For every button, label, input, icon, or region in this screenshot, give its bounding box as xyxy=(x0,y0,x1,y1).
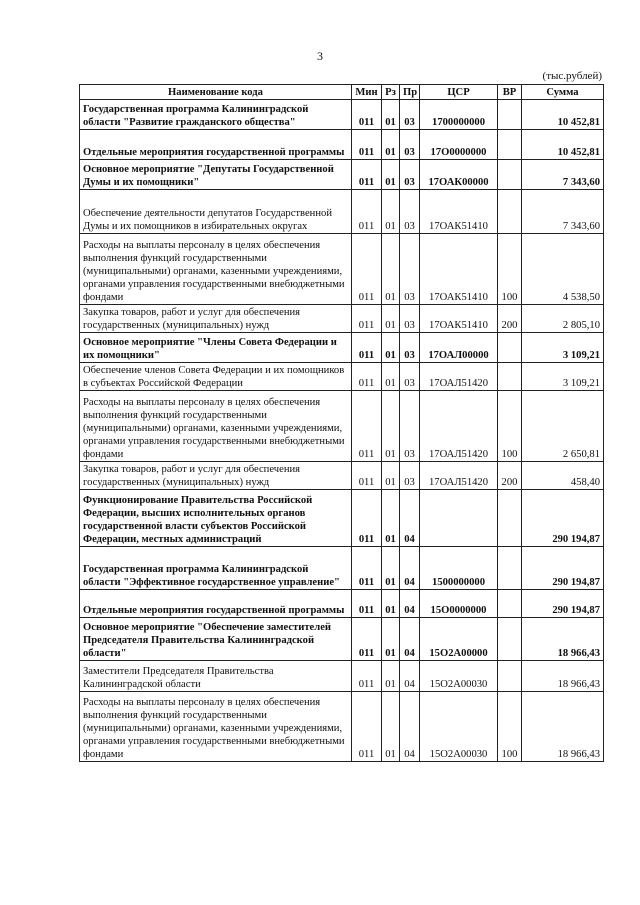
cell-vr: 100 xyxy=(498,234,522,305)
cell-rz: 01 xyxy=(382,333,400,363)
table-row xyxy=(80,363,604,391)
cell-rz: 01 xyxy=(382,618,400,661)
cell-pr: 03 xyxy=(400,100,420,130)
header-pr: Пр xyxy=(400,85,420,100)
table-row xyxy=(80,160,604,190)
cell-sum: 10 452,81 xyxy=(522,100,604,130)
cell-pr: 04 xyxy=(400,661,420,692)
cell-vr: 100 xyxy=(498,391,522,462)
cell-csr: 17ОАК51410 xyxy=(420,234,498,305)
cell-name: Государственная программа Калининградской области "Эффективное государственное управление" xyxy=(80,547,352,590)
table-row xyxy=(80,305,604,333)
cell-vr: 200 xyxy=(498,305,522,333)
cell-csr: 17ОАЛ51420 xyxy=(420,363,498,391)
cell-pr: 04 xyxy=(400,490,420,547)
table-header-row xyxy=(80,85,604,100)
cell-min: 011 xyxy=(352,130,382,160)
cell-sum: 290 194,87 xyxy=(522,490,604,547)
cell-min: 011 xyxy=(352,160,382,190)
cell-pr: 03 xyxy=(400,391,420,462)
table-row xyxy=(80,391,604,462)
cell-csr: 17О0000000 xyxy=(420,130,498,160)
cell-csr: 15О2А00000 xyxy=(420,618,498,661)
table-row xyxy=(80,130,604,160)
cell-name: Обеспечение деятельности депутатов Государственной Думы и их помощников в избирательных округах xyxy=(80,190,352,234)
cell-rz: 01 xyxy=(382,190,400,234)
cell-min: 011 xyxy=(352,333,382,363)
cell-csr: 17ОАК51410 xyxy=(420,190,498,234)
page-number: 3 xyxy=(317,49,323,63)
cell-sum: 3 109,21 xyxy=(522,363,604,391)
cell-sum: 18 966,43 xyxy=(522,692,604,762)
cell-vr: 200 xyxy=(498,462,522,490)
cell-name: Основное мероприятие "Депутаты Государственной Думы и их помощники" xyxy=(80,160,352,190)
cell-min: 011 xyxy=(352,305,382,333)
cell-name: Закупка товаров, работ и услуг для обеспечения государственных (муниципальных) нужд xyxy=(80,305,352,333)
table-row xyxy=(80,333,604,363)
header-name: Наименование кода xyxy=(80,85,352,100)
cell-vr xyxy=(498,547,522,590)
table-row xyxy=(80,547,604,590)
cell-min: 011 xyxy=(352,234,382,305)
table-body xyxy=(80,100,604,762)
cell-min: 011 xyxy=(352,462,382,490)
cell-csr: 17ОАК51410 xyxy=(420,305,498,333)
cell-rz: 01 xyxy=(382,363,400,391)
cell-pr: 04 xyxy=(400,692,420,762)
cell-name: Заместители Председателя Правительства Калининградской области xyxy=(80,661,352,692)
cell-sum: 458,40 xyxy=(522,462,604,490)
cell-vr xyxy=(498,130,522,160)
cell-vr xyxy=(498,190,522,234)
cell-name: Основное мероприятие "Обеспечение заместителей Председателя Правительства Калининградской области" xyxy=(80,618,352,661)
cell-rz: 01 xyxy=(382,234,400,305)
header-rz: Рз xyxy=(382,85,400,100)
cell-name: Расходы на выплаты персоналу в целях обеспечения выполнения функций государственными (муниципальными) органами, казенными учреждениями, органами управления государственными внебюджетными фондами xyxy=(80,692,352,762)
cell-pr: 04 xyxy=(400,547,420,590)
cell-pr: 03 xyxy=(400,363,420,391)
cell-csr: 17ОАЛ51420 xyxy=(420,462,498,490)
cell-min: 011 xyxy=(352,190,382,234)
budget-table xyxy=(79,84,604,762)
cell-name: Отдельные мероприятия государственной программы xyxy=(80,590,352,618)
cell-name: Закупка товаров, работ и услуг для обеспечения государственных (муниципальных) нужд xyxy=(80,462,352,490)
cell-pr: 04 xyxy=(400,590,420,618)
table-row xyxy=(80,590,604,618)
table-row xyxy=(80,618,604,661)
table-row xyxy=(80,190,604,234)
table-row xyxy=(80,462,604,490)
cell-vr xyxy=(498,363,522,391)
cell-rz: 01 xyxy=(382,661,400,692)
cell-pr: 03 xyxy=(400,333,420,363)
cell-name: Государственная программа Калининградской области "Развитие гражданского общества" xyxy=(80,100,352,130)
cell-min: 011 xyxy=(352,661,382,692)
cell-sum: 290 194,87 xyxy=(522,547,604,590)
cell-min: 011 xyxy=(352,547,382,590)
cell-pr: 03 xyxy=(400,160,420,190)
cell-name: Основное мероприятие "Члены Совета Федерации и их помощники" xyxy=(80,333,352,363)
header-min: Мин xyxy=(352,85,382,100)
cell-min: 011 xyxy=(352,391,382,462)
cell-sum: 3 109,21 xyxy=(522,333,604,363)
table-row xyxy=(80,100,604,130)
cell-sum: 18 966,43 xyxy=(522,661,604,692)
cell-sum: 290 194,87 xyxy=(522,590,604,618)
cell-csr: 15О2А00030 xyxy=(420,661,498,692)
cell-min: 011 xyxy=(352,692,382,762)
cell-vr xyxy=(498,100,522,130)
cell-pr: 03 xyxy=(400,190,420,234)
cell-vr xyxy=(498,160,522,190)
cell-pr: 03 xyxy=(400,462,420,490)
cell-rz: 01 xyxy=(382,100,400,130)
cell-pr: 04 xyxy=(400,618,420,661)
cell-pr: 03 xyxy=(400,130,420,160)
cell-pr: 03 xyxy=(400,305,420,333)
units-label: (тыс.рублей) xyxy=(542,70,602,82)
cell-min: 011 xyxy=(352,590,382,618)
cell-sum: 10 452,81 xyxy=(522,130,604,160)
cell-pr: 03 xyxy=(400,234,420,305)
cell-rz: 01 xyxy=(382,391,400,462)
cell-min: 011 xyxy=(352,490,382,547)
cell-name: Функционирование Правительства Российской Федерации, высших исполнительных органов государственной власти субъектов Российской Федерации, местных администраций xyxy=(80,490,352,547)
cell-name: Расходы на выплаты персоналу в целях обеспечения выполнения функций государственными (муниципальными) органами, казенными учреждениями, органами управления государственными внебюджетными фондами xyxy=(80,391,352,462)
cell-csr: 1500000000 xyxy=(420,547,498,590)
cell-min: 011 xyxy=(352,618,382,661)
cell-sum: 2 650,81 xyxy=(522,391,604,462)
header-csr: ЦСР xyxy=(420,85,498,100)
header-vr: ВР xyxy=(498,85,522,100)
cell-csr: 15О0000000 xyxy=(420,590,498,618)
cell-sum: 7 343,60 xyxy=(522,160,604,190)
cell-sum: 18 966,43 xyxy=(522,618,604,661)
table-row xyxy=(80,661,604,692)
cell-vr xyxy=(498,618,522,661)
cell-csr: 1700000000 xyxy=(420,100,498,130)
cell-vr: 100 xyxy=(498,692,522,762)
cell-name: Обеспечение членов Совета Федерации и их помощников в субъектах Российской Федерации xyxy=(80,363,352,391)
cell-rz: 01 xyxy=(382,160,400,190)
cell-rz: 01 xyxy=(382,547,400,590)
cell-name: Расходы на выплаты персоналу в целях обеспечения выполнения функций государственными (муниципальными) органами, казенными учреждениями, органами управления государственными внебюджетными фондами xyxy=(80,234,352,305)
cell-rz: 01 xyxy=(382,462,400,490)
cell-min: 011 xyxy=(352,363,382,391)
cell-min: 011 xyxy=(352,100,382,130)
header-sum: Сумма xyxy=(522,85,604,100)
cell-vr xyxy=(498,661,522,692)
table-row xyxy=(80,234,604,305)
cell-sum: 4 538,50 xyxy=(522,234,604,305)
cell-rz: 01 xyxy=(382,590,400,618)
cell-csr: 17ОАЛ51420 xyxy=(420,391,498,462)
table-row xyxy=(80,490,604,547)
cell-sum: 2 805,10 xyxy=(522,305,604,333)
cell-csr: 15О2А00030 xyxy=(420,692,498,762)
cell-vr xyxy=(498,490,522,547)
cell-vr xyxy=(498,333,522,363)
cell-vr xyxy=(498,590,522,618)
cell-rz: 01 xyxy=(382,692,400,762)
cell-csr xyxy=(420,490,498,547)
cell-name: Отдельные мероприятия государственной программы xyxy=(80,130,352,160)
cell-sum: 7 343,60 xyxy=(522,190,604,234)
cell-rz: 01 xyxy=(382,305,400,333)
cell-csr: 17ОАК00000 xyxy=(420,160,498,190)
cell-csr: 17ОАЛ00000 xyxy=(420,333,498,363)
table-row xyxy=(80,692,604,762)
cell-rz: 01 xyxy=(382,490,400,547)
cell-rz: 01 xyxy=(382,130,400,160)
